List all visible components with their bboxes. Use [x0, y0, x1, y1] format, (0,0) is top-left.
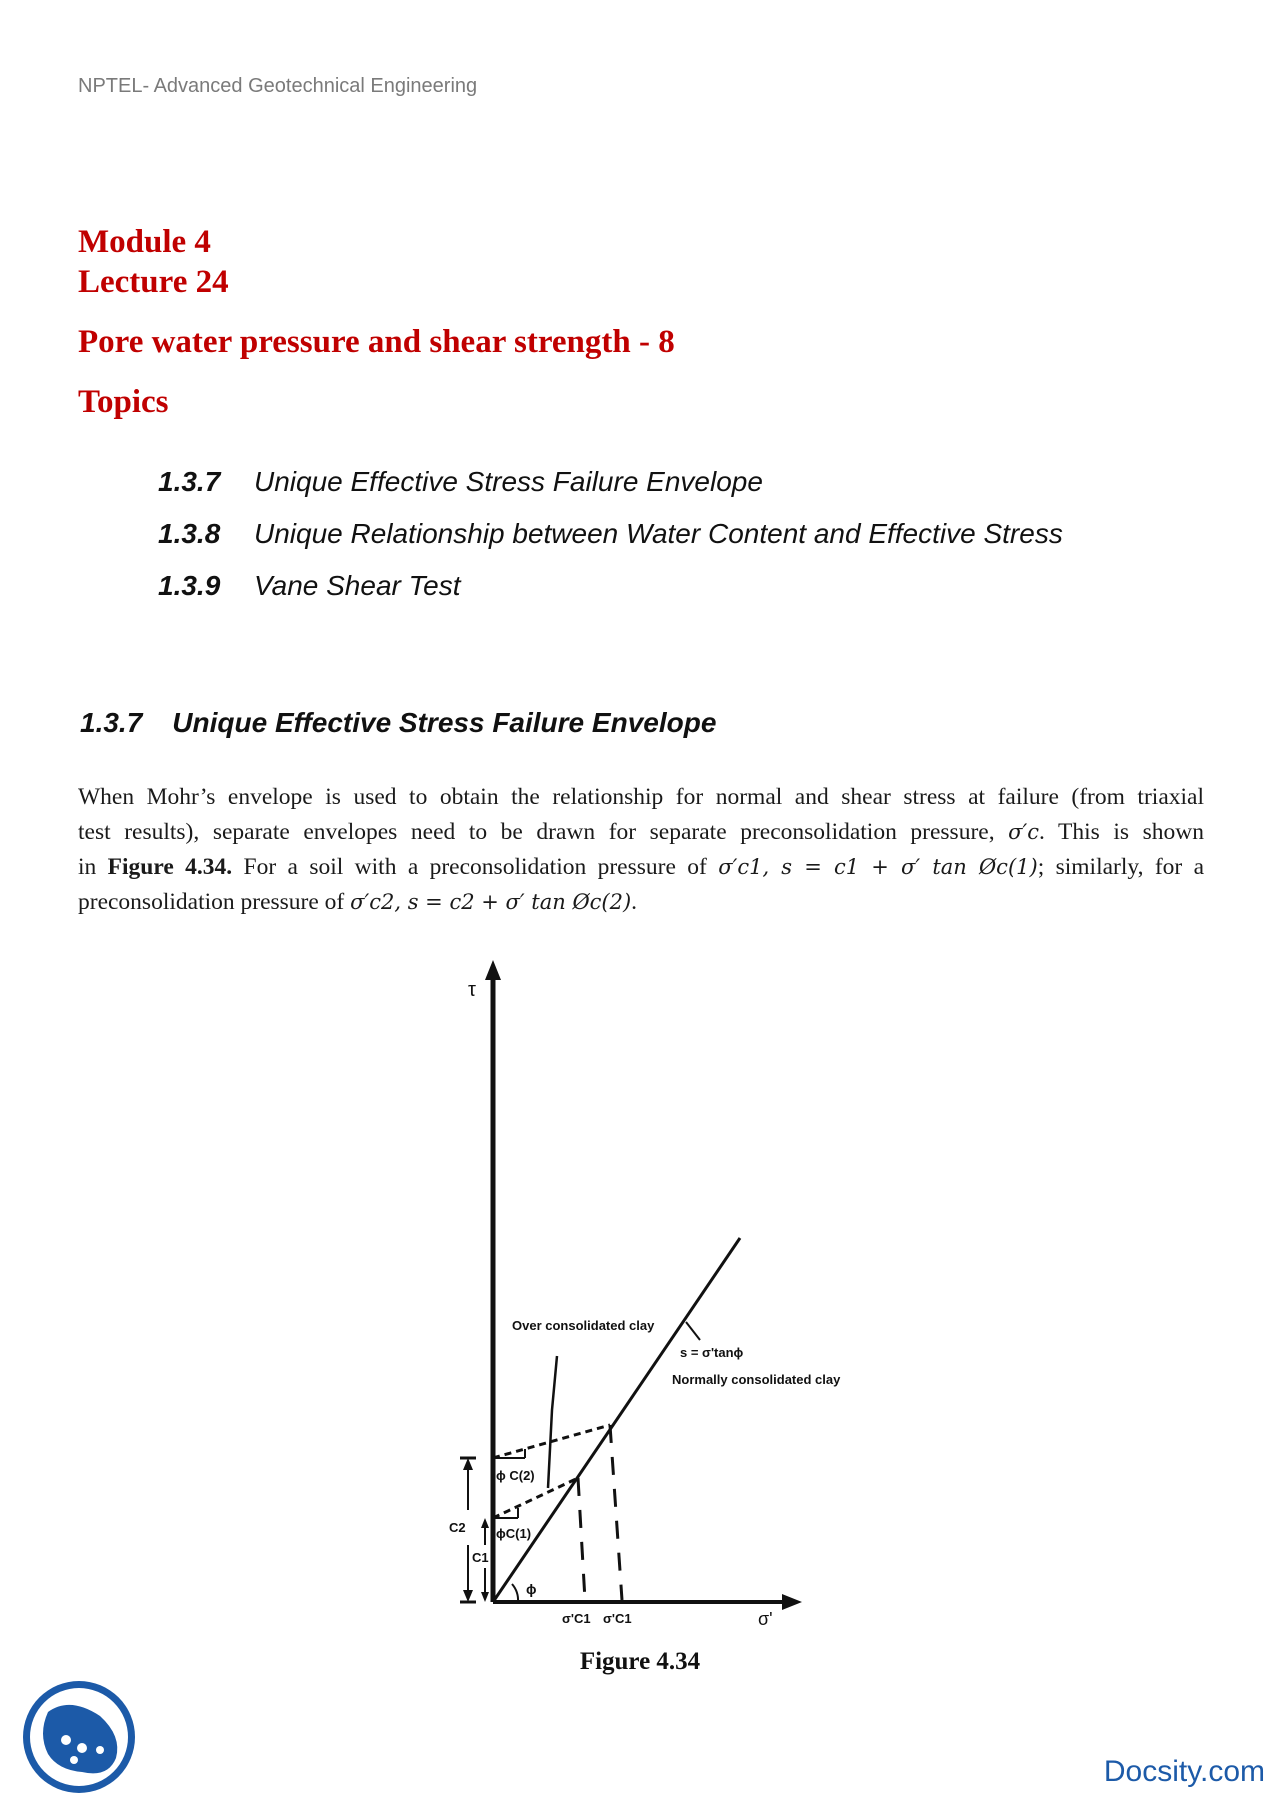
oc-pointer — [548, 1356, 557, 1488]
label-phi: ϕ — [526, 1581, 537, 1597]
lecture-title: Lecture 24 — [78, 264, 229, 300]
c1-down-arrow-icon — [481, 1592, 489, 1602]
logo-dot — [70, 1756, 78, 1764]
docsity-link[interactable]: Docsity.com — [1103, 1755, 1265, 1788]
c2-down-arrow-icon — [463, 1590, 473, 1602]
figure-caption: Figure 4.34 — [579, 1648, 701, 1675]
section-title: Unique Effective Stress Failure Envelope — [172, 707, 717, 738]
c1-up-arrow-icon — [481, 1518, 489, 1528]
logo-dot — [77, 1743, 87, 1753]
topic-number: 1.3.8 — [158, 518, 221, 549]
topic-text: Vane Shear Test — [254, 570, 461, 601]
logo-dot — [61, 1735, 71, 1745]
paragraph-line: preconsolidation pressure of σ′c2, s = c2 + σ′ tan Øc(2). — [78, 889, 638, 915]
figure-reference[interactable]: Figure 4.34. — [107, 854, 233, 880]
topic-number: 1.3.9 — [158, 570, 221, 601]
label-phi-c2: ϕ C(2) — [496, 1468, 535, 1483]
module-title: Module 4 — [78, 224, 211, 260]
docsity-logo[interactable] — [20, 1678, 138, 1796]
phi-arc — [512, 1584, 518, 1602]
topics-label: Topics — [78, 384, 169, 420]
page-title: Pore water pressure and shear strength - 8 — [78, 324, 675, 360]
section-number: 1.3.7 — [80, 707, 143, 738]
paragraph-line: test results), separate envelopes need to be drawn for separate preconsolidation pressure, σ′c. This is shown — [78, 819, 1204, 845]
label-phi-c1: ϕC(1) — [496, 1526, 532, 1541]
dropline-sigma-c1 — [578, 1478, 585, 1600]
course-header: NPTEL- Advanced Geotechnical Engineering — [78, 75, 478, 97]
y-axis-label: τ — [468, 979, 476, 1001]
x-axis-label: σ' — [758, 1609, 773, 1629]
topic-number: 1.3.7 — [158, 466, 221, 497]
dropline-sigma-c2 — [610, 1425, 622, 1600]
label-sigma-c1-a: σ'C1 — [562, 1611, 591, 1626]
label-c1: C1 — [472, 1550, 489, 1565]
c2-up-arrow-icon — [463, 1458, 473, 1470]
label-c2: C2 — [449, 1520, 466, 1535]
nc-envelope-line — [493, 1238, 740, 1602]
logo-dot — [96, 1746, 104, 1754]
label-over-consolidated: Over consolidated clay — [512, 1318, 655, 1333]
label-sigma-c1-b: σ'C1 — [603, 1611, 632, 1626]
topic-text: Unique Relationship between Water Content and Effective Stress — [254, 518, 1063, 549]
equation-pointer — [686, 1322, 700, 1340]
label-normally-consolidated: Normally consolidated clay — [672, 1372, 841, 1387]
topic-text: Unique Effective Stress Failure Envelope — [254, 466, 763, 497]
label-equation: s = σ'tanϕ — [680, 1345, 744, 1360]
y-axis-arrow-icon — [485, 960, 501, 980]
x-axis-arrow-icon — [782, 1594, 802, 1610]
paragraph-line: in Figure 4.34. For a soil with a preconsolidation pressure of σ′c1, s = c1 + σ′ tan Øc(1); similarly, for a — [78, 854, 1205, 880]
paragraph-line: When Mohr’s envelope is used to obtain the relationship for normal and shear stress at failure (from triaxial — [78, 784, 1204, 810]
